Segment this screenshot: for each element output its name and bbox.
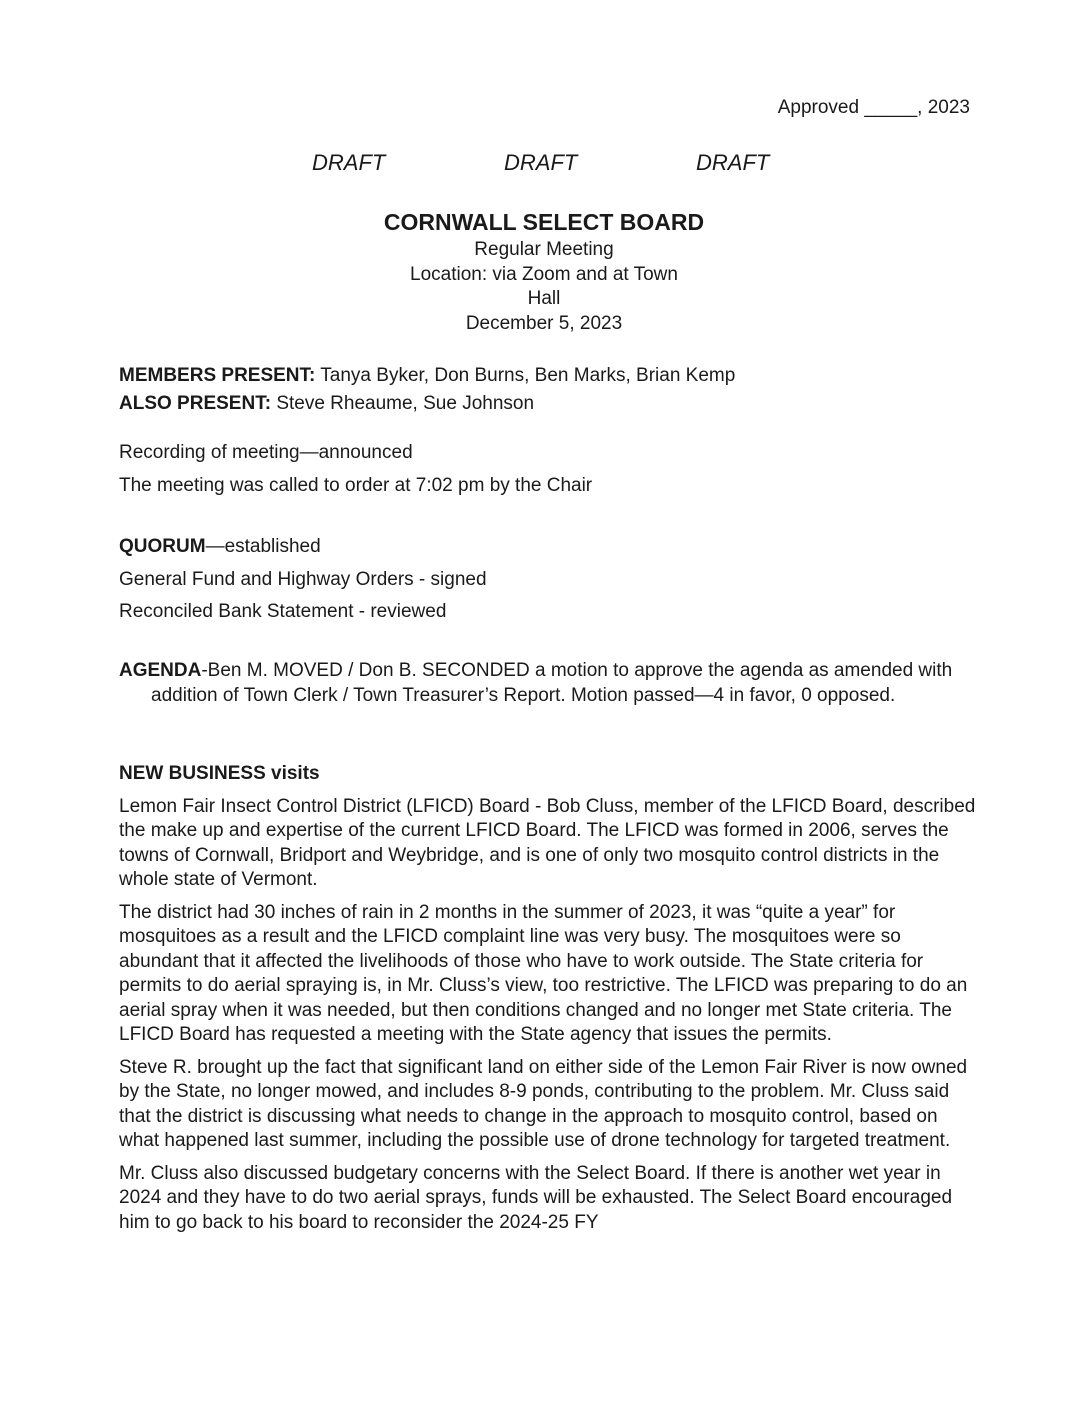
- quorum-value: —established: [205, 536, 321, 557]
- members-label: MEMBERS PRESENT:: [119, 365, 316, 386]
- location-line: Location: via Zoom and at Town: [410, 263, 678, 285]
- attendance-section: [119, 364, 979, 416]
- also-label: ALSO PRESENT:: [119, 392, 272, 414]
- approval-line: Approved _____, 2023: [777, 97, 970, 118]
- document-title: CORNWALL SELECT BOARD: [383, 209, 705, 235]
- quorum-line: [119, 535, 979, 560]
- orders-line: General Fund and Highway Orders - signed: [119, 568, 487, 590]
- draft-label: DRAFT: [504, 150, 578, 175]
- also-present: [119, 392, 979, 417]
- new-business-section: [119, 762, 979, 1235]
- agenda-text: -Ben M. MOVED / Don B. SECONDED a motion to approve the agenda as amended with addition of Town Clerk / Town Treasurer’s Report. Motion passed—4 in favor, 0 opposed.: [151, 660, 953, 706]
- also-value: Steve Rheaume, Sue Johnson: [276, 392, 535, 414]
- quorum-section: [119, 535, 979, 625]
- recording-note: Recording of meeting—announced: [119, 442, 413, 463]
- agenda-section: [119, 659, 1011, 708]
- members-present: [119, 364, 979, 389]
- location-line: Hall: [527, 288, 561, 309]
- new-business-paragraph: Mr. Cluss also discussed budgetary concerns with the Select Board. If there is another wet year in 2024 and they have to do two aerial sprays, funds will be exhausted. The Select Board encouraged him to go back to his board to reconsider the 2024-25 FY: [119, 1162, 953, 1233]
- meeting-date: December 5, 2023: [465, 312, 623, 334]
- agenda-label: AGENDA: [119, 660, 202, 681]
- new-business-heading: NEW BUSINESS visits: [119, 763, 320, 784]
- title-block: [0, 208, 1088, 336]
- meeting-type: Regular Meeting: [474, 239, 614, 260]
- new-business-paragraph: The district had 30 inches of rain in 2 months in the summer of 2023, it was “quite a year” for mosquitoes as a result and the LFICD complaint line was very busy. The mosquitoes were so abundant that it affected the livelihoods of those who have to work outside. The State criteria for permits to do aerial spraying is, in Mr. Cluss’s view, too restrictive. The LFICD was preparing to do an aerial spray when it was needed, but then conditions changed and no longer met State criteria. The LFICD Board has requested a meeting with the State agency that issues the permits.: [119, 901, 968, 1045]
- members-value: Tanya Byker, Don Burns, Ben Marks, Brian Kemp: [320, 365, 736, 386]
- call-to-order: The meeting was called to order at 7:02 pm by the Chair: [119, 474, 593, 496]
- draft-label: DRAFT: [312, 150, 386, 175]
- quorum-label: QUORUM: [119, 536, 206, 557]
- opening-section: [119, 441, 979, 498]
- bank-line: Reconciled Bank Statement - reviewed: [119, 601, 447, 622]
- draft-label: DRAFT: [696, 150, 770, 175]
- new-business-paragraph: Steve R. brought up the fact that significant land on either side of the Lemon Fair River is now owned by the State, no longer mowed, and includes 8-9 ponds, contributing to the problem. Mr. Cluss said that the district is discussing what needs to change in the approach to mosquito control, based on what happened last summer, including the possible use of drone technology for targeted treatment.: [119, 1056, 968, 1151]
- draft-watermarks: [0, 150, 1088, 180]
- new-business-paragraph: Lemon Fair Insect Control District (LFICD) Board - Bob Cluss, member of the LFICD Board, described the make up and expertise of the current LFICD Board. The LFICD was formed in 2006, serves the towns of Cornwall, Bridport and Weybridge, and is one of only two mosquito control districts in the whole state of Vermont.: [119, 795, 976, 890]
